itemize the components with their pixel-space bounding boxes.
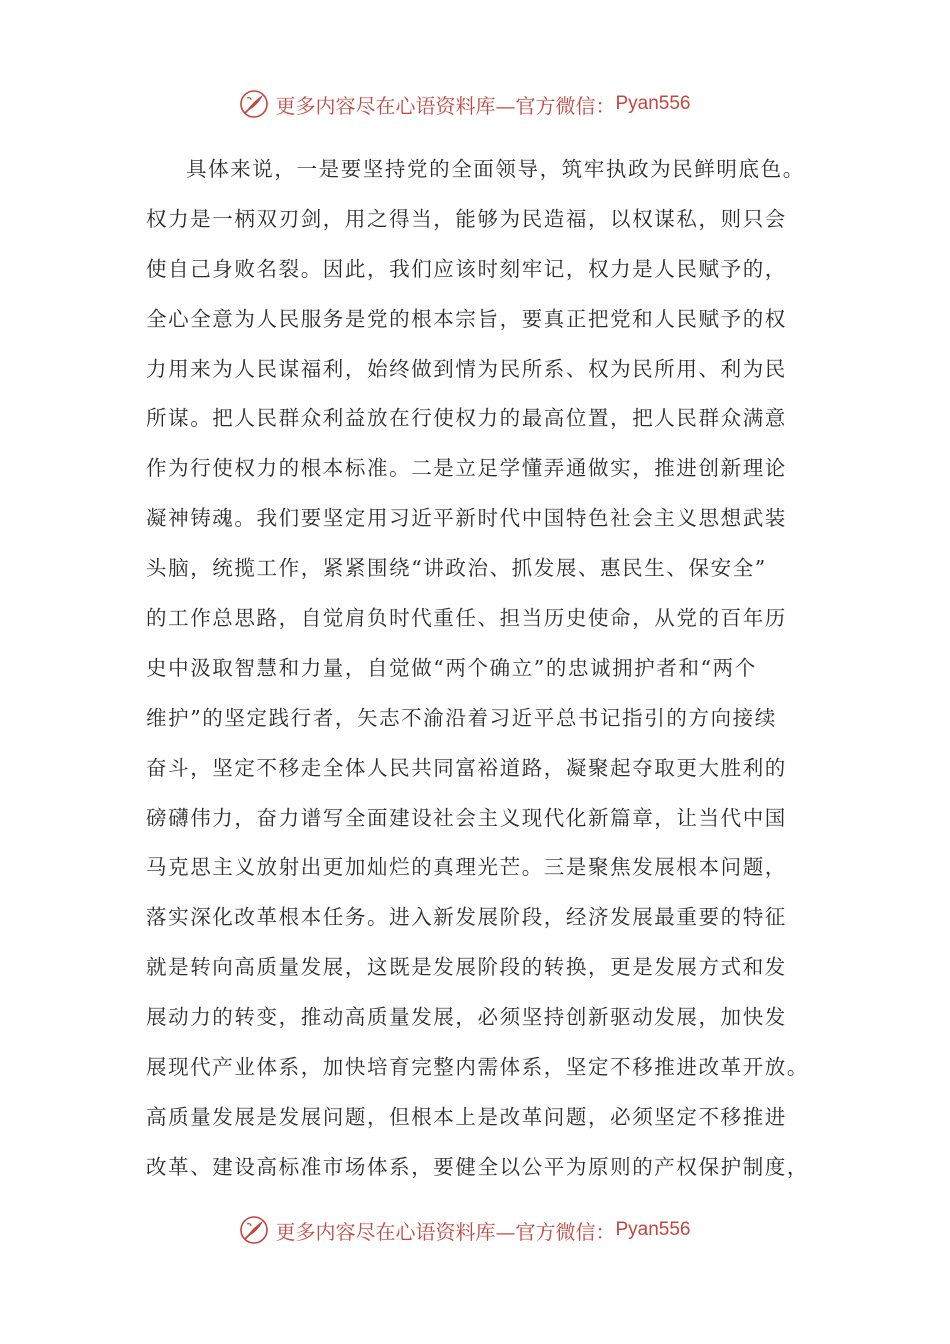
header-watermark-banner (0, 86, 950, 122)
text-line: 凝神铸魂。我们要坚定用习近平新时代中国特色社会主义思想武装 (146, 506, 787, 531)
text-line: 具体来说，一是要坚持党的全面领导，筑牢执政为民鲜明底色。 (186, 157, 805, 181)
text-line: 马克思主义放射出更加灿烂的真理光芒。三是聚焦发展根本问题， (146, 855, 787, 880)
text-line: 所谋。把人民群众利益放在行使权力的最高位置，把人民群众满意 (146, 406, 787, 431)
text-line: 的工作总思路，自觉肩负时代重任、担当历史使命，从党的百年历 (146, 606, 787, 631)
text-line: 维护”的坚定践行者，矢志不渝沿着习近平总书记指引的方向接续 (146, 705, 777, 730)
quill-pen-icon (239, 89, 269, 119)
text-line: 史中汲取智慧和力量，自觉做“两个确立”的忠诚拥护者和“两个 (146, 655, 757, 680)
document-body (146, 145, 826, 1193)
text-line: 奋斗，坚定不移走全体人民共同富裕道路，凝聚起夺取更大胜利的 (146, 755, 787, 780)
text-line: 力用来为人民谋福利，始终做到情为民所系、权为民所用、利为民 (146, 356, 787, 381)
text-line: 改革、建设高标准市场体系，要健全以公平为原则的产权保护制度， (146, 1154, 809, 1179)
banner-text: 更多内容尽在心语资料库—官方微信： (275, 93, 616, 118)
text-line: 落实深化改革根本任务。进入新发展阶段，经济发展最重要的特征 (146, 905, 787, 930)
text-line: 展动力的转变，推动高质量发展，必须坚持创新驱动发展，加快发 (146, 1005, 787, 1030)
text-line: 展现代产业体系，加快培育完整内需体系，坚定不移推进改革开放。 (146, 1055, 809, 1080)
text-line: 作为行使权力的根本标准。二是立足学懂弄通做实，推进创新理论 (146, 456, 787, 481)
text-line: 就是转向高质量发展，这既是发展阶段的转换，更是发展方式和发 (146, 955, 787, 980)
footer-watermark-banner (0, 1212, 950, 1248)
banner-text: 更多内容尽在心语资料库—官方微信： (275, 1219, 616, 1244)
banner-wechat-id: Pyan556 (615, 93, 691, 114)
banner-wechat-id: Pyan556 (615, 1219, 691, 1240)
text-line: 磅礴伟力，奋力谱写全面建设社会主义现代化新篇章，让当代中国 (146, 805, 787, 830)
quill-pen-icon (239, 1215, 269, 1245)
text-line: 权力是一柄双刃剑，用之得当，能够为民造福，以权谋私，则只会 (146, 206, 787, 231)
text-line: 头脑，统揽工作，紧紧围绕“讲政治、抓发展、惠民生、保安全” (146, 556, 767, 581)
text-line: 使自己身败名裂。因此，我们应该时刻牢记，权力是人民赋予的， (146, 256, 787, 281)
text-line: 高质量发展是发展问题，但根本上是改革问题，必须坚定不移推进 (146, 1104, 787, 1129)
text-line: 全心全意为人民服务是党的根本宗旨，要真正把党和人民赋予的权 (146, 306, 787, 331)
